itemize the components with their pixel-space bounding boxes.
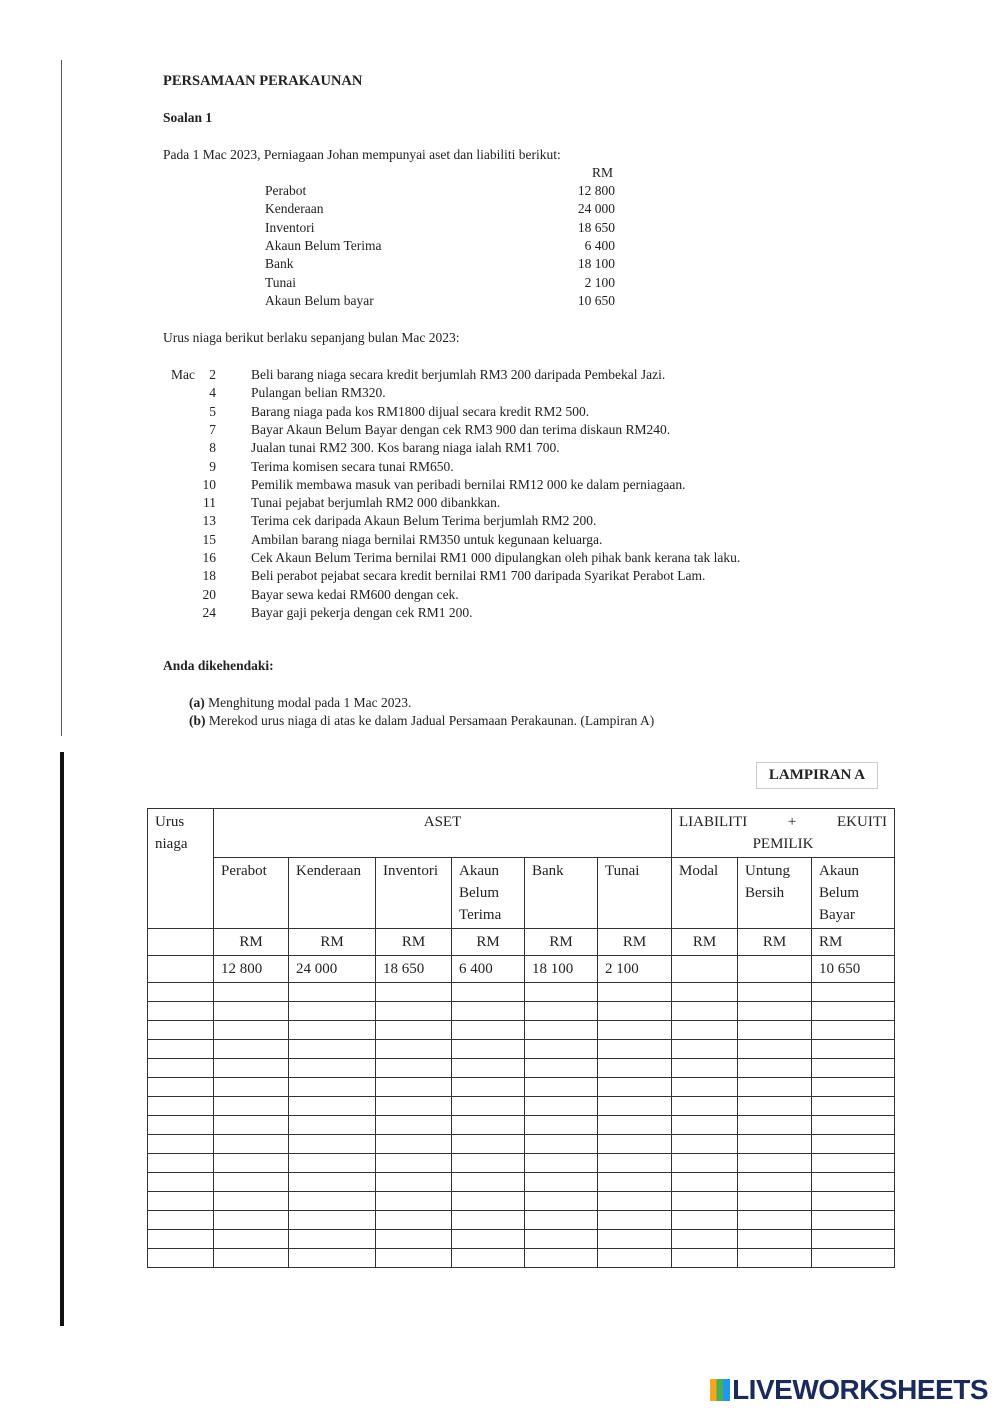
column-header: Untung Bersih: [738, 858, 812, 929]
unit-cell: RM: [214, 929, 289, 956]
appendix-label: LAMPIRAN A: [756, 762, 878, 789]
entry-cell[interactable]: [738, 1078, 812, 1097]
task-text: Merekod urus niaga di atas ke dalam Jadual Persamaan Perakaunan. (Lampiran A): [208, 713, 655, 728]
entry-cell[interactable]: [376, 1249, 452, 1268]
header-liabiliti-ekuiti: [672, 809, 895, 858]
entry-cell[interactable]: [148, 1211, 214, 1230]
entry-cell[interactable]: [376, 1078, 452, 1097]
unit-cell: RM: [289, 929, 376, 956]
transaction-text: Jualan tunai RM2 300. Kos barang niaga ialah RM1 700.: [251, 440, 560, 456]
transaction-text: Beli barang niaga secara kredit berjumlah RM3 200 daripada Pembekal Jazi.: [251, 367, 666, 382]
entry-cell[interactable]: [525, 1154, 598, 1173]
unit-cell: RM: [738, 929, 812, 956]
entry-cell[interactable]: [812, 983, 895, 1002]
entry-cell[interactable]: [214, 1192, 289, 1211]
entry-cell[interactable]: [376, 1059, 452, 1078]
entry-cell[interactable]: [214, 1211, 289, 1230]
entry-cell[interactable]: [525, 1211, 598, 1230]
entry-cell[interactable]: [452, 1230, 525, 1249]
entry-cell[interactable]: [289, 1097, 376, 1116]
entry-cell[interactable]: [452, 1097, 525, 1116]
entry-cell[interactable]: [672, 1059, 738, 1078]
entry-cell[interactable]: [148, 1097, 214, 1116]
table-row: [148, 1230, 895, 1249]
task-label: (a): [189, 695, 205, 710]
intro-text: Pada 1 Mac 2023, Perniagaan Johan mempunyai aset dan liabiliti berikut:: [163, 147, 561, 162]
opening-label-cell: [148, 956, 214, 983]
entry-cell[interactable]: [289, 1211, 376, 1230]
entry-cell[interactable]: [214, 1249, 289, 1268]
entry-cell[interactable]: [738, 1154, 812, 1173]
transaction-text: Pemilik membawa masuk van peribadi bernilai RM12 000 ke dalam perniagaan.: [251, 476, 686, 492]
opening-balance-cell: [738, 956, 812, 983]
entry-cell[interactable]: [672, 1230, 738, 1249]
entry-cell[interactable]: [148, 1173, 214, 1192]
transaction-day: 2: [209, 367, 216, 382]
entry-cell[interactable]: [738, 1040, 812, 1059]
logo-icon: [710, 1379, 730, 1401]
column-header: Akaun Belum Terima: [452, 858, 525, 929]
entry-cell[interactable]: [672, 1192, 738, 1211]
entry-cell[interactable]: [214, 1002, 289, 1021]
table-row: [148, 1135, 895, 1154]
entry-cell[interactable]: [738, 1002, 812, 1021]
entry-cell[interactable]: [812, 1059, 895, 1078]
entry-cell[interactable]: [738, 1211, 812, 1230]
entry-cell[interactable]: [672, 1173, 738, 1192]
entry-cell[interactable]: [289, 1192, 376, 1211]
column-header: Inventori: [376, 858, 452, 929]
entry-cell[interactable]: [672, 1002, 738, 1021]
entry-cell[interactable]: [452, 1078, 525, 1097]
table-row: [148, 1249, 895, 1268]
entry-cell[interactable]: [672, 1116, 738, 1135]
transaction-text: Terima komisen secara tunai RM650.: [251, 458, 454, 474]
entry-cell[interactable]: [214, 1230, 289, 1249]
column-header: Kenderaan: [289, 858, 376, 929]
entry-cell[interactable]: [289, 1059, 376, 1078]
entry-cell[interactable]: [598, 1249, 672, 1268]
entry-cell[interactable]: [598, 1021, 672, 1040]
transaction-text: Ambilan barang niaga bernilai RM350 untuk kegunaan keluarga.: [251, 531, 603, 547]
column-header: Modal: [672, 858, 738, 929]
entry-cell[interactable]: [214, 1078, 289, 1097]
entry-cell[interactable]: [598, 1135, 672, 1154]
entry-cell[interactable]: [289, 1078, 376, 1097]
table-row: [148, 1002, 895, 1021]
entry-cell[interactable]: [738, 1230, 812, 1249]
entry-cell[interactable]: [672, 1097, 738, 1116]
required-heading: Anda dikehendaki:: [163, 658, 274, 673]
entry-cell[interactable]: [598, 983, 672, 1002]
entry-cell[interactable]: [148, 1192, 214, 1211]
entry-cell[interactable]: [376, 1135, 452, 1154]
table-row: [148, 1154, 895, 1173]
transaction-day: 16: [202, 550, 216, 565]
transaction-day: 13: [202, 513, 216, 529]
entry-cell[interactable]: [376, 1192, 452, 1211]
liveworksheets-logo: LIVEWORKSHEETS: [710, 1374, 988, 1406]
entry-cell[interactable]: [598, 1097, 672, 1116]
unit-cell: RM: [672, 929, 738, 956]
entry-cell[interactable]: [148, 1021, 214, 1040]
header-ekuiti: EKUITI: [837, 814, 887, 830]
entry-cell[interactable]: [812, 1078, 895, 1097]
transaction-text: Barang niaga pada kos RM1800 dijual secara kredit RM2 500.: [251, 403, 590, 419]
table-row: [148, 1116, 895, 1135]
asset-name: Perabot: [265, 183, 307, 198]
entry-cell[interactable]: [148, 1040, 214, 1059]
entry-cell[interactable]: [738, 1173, 812, 1192]
unit-cell: RM: [376, 929, 452, 956]
entry-cell[interactable]: [812, 1192, 895, 1211]
entry-cell[interactable]: [214, 1059, 289, 1078]
unit-cell: RM: [812, 929, 895, 956]
question-label: Soalan 1: [163, 110, 213, 125]
transaction-text: Tunai pejabat berjumlah RM2 000 dibankkan.: [251, 495, 501, 511]
entry-cell[interactable]: [376, 1173, 452, 1192]
task-a: [189, 695, 411, 711]
header-pemilik: PEMILIK: [752, 836, 814, 852]
entry-cell[interactable]: [289, 1002, 376, 1021]
asset-value: 6 400: [584, 237, 615, 253]
transaction-text: Pulangan belian RM320.: [251, 385, 386, 401]
entry-cell[interactable]: [289, 1173, 376, 1192]
entry-cell[interactable]: [452, 1116, 525, 1135]
transaction-day: 11: [203, 495, 216, 511]
entry-cell[interactable]: [738, 1021, 812, 1040]
entry-cell[interactable]: [672, 1040, 738, 1059]
entry-cell[interactable]: [598, 1192, 672, 1211]
entry-cell[interactable]: [376, 1002, 452, 1021]
entry-cell[interactable]: [148, 1230, 214, 1249]
entry-cell[interactable]: [525, 1021, 598, 1040]
entry-cell[interactable]: [289, 1116, 376, 1135]
entry-cell[interactable]: [148, 983, 214, 1002]
entry-cell[interactable]: [812, 1230, 895, 1249]
asset-name: Akaun Belum bayar: [265, 292, 374, 308]
table-row: [148, 1040, 895, 1059]
asset-name: Akaun Belum Terima: [265, 237, 382, 253]
entry-cell[interactable]: [214, 1040, 289, 1059]
transaction-day: 10: [202, 476, 216, 492]
asset-value: 12 800: [577, 183, 615, 198]
transaction-day: 9: [209, 458, 216, 474]
task-label: (b): [189, 713, 206, 728]
asset-name: Bank: [265, 256, 294, 272]
accounting-equation-table: [147, 808, 895, 1268]
column-header: Tunai: [598, 858, 672, 929]
entry-cell[interactable]: [376, 1230, 452, 1249]
entry-cell[interactable]: [672, 1249, 738, 1268]
transaction-text: Beli perabot pejabat secara kredit bernilai RM1 700 daripada Syarikat Perabot Lam.: [251, 568, 706, 584]
entry-cell[interactable]: [289, 1249, 376, 1268]
entry-cell[interactable]: [525, 1135, 598, 1154]
entry-cell[interactable]: [738, 1059, 812, 1078]
entry-cell[interactable]: [214, 1154, 289, 1173]
transaction-text: Bayar gaji pekerja dengan cek RM1 200.: [251, 604, 473, 620]
entry-cell[interactable]: [598, 1059, 672, 1078]
opening-balance-cell: 18 650: [376, 956, 452, 983]
entry-cell[interactable]: [148, 1116, 214, 1135]
entry-cell[interactable]: [148, 1059, 214, 1078]
entry-cell[interactable]: [525, 1078, 598, 1097]
entry-cell[interactable]: [289, 1135, 376, 1154]
entry-cell[interactable]: [376, 983, 452, 1002]
entry-cell[interactable]: [376, 1154, 452, 1173]
table-row: [148, 1021, 895, 1040]
entry-cell[interactable]: [812, 1249, 895, 1268]
entry-cell[interactable]: [672, 1135, 738, 1154]
table-row: [148, 983, 895, 1002]
entry-cell[interactable]: [812, 1021, 895, 1040]
entry-cell[interactable]: [812, 1040, 895, 1059]
opening-balance-cell: 6 400: [452, 956, 525, 983]
entry-cell[interactable]: [289, 1230, 376, 1249]
opening-balance-cell: 24 000: [289, 956, 376, 983]
header-plus: +: [787, 814, 797, 830]
entry-cell[interactable]: [525, 1249, 598, 1268]
entry-cell[interactable]: [214, 1116, 289, 1135]
entry-cell[interactable]: [148, 1154, 214, 1173]
column-header: Perabot: [214, 858, 289, 929]
entry-cell[interactable]: [452, 1249, 525, 1268]
entry-cell[interactable]: [812, 1154, 895, 1173]
asset-value: 18 100: [577, 256, 615, 272]
entry-cell[interactable]: [738, 1116, 812, 1135]
opening-balance-cell: 2 100: [598, 956, 672, 983]
entry-cell[interactable]: [452, 1192, 525, 1211]
margin-line: [61, 60, 62, 736]
entry-cell[interactable]: [598, 1173, 672, 1192]
entry-cell[interactable]: [452, 1154, 525, 1173]
entry-cell[interactable]: [289, 983, 376, 1002]
entry-cell[interactable]: [148, 1002, 214, 1021]
entry-cell[interactable]: [812, 1002, 895, 1021]
entry-cell[interactable]: [148, 1135, 214, 1154]
entry-cell[interactable]: [289, 1040, 376, 1059]
currency-header: RM: [592, 165, 614, 180]
opening-balance-cell: 12 800: [214, 956, 289, 983]
column-header: Akaun Belum Bayar: [812, 858, 895, 929]
table-row: [148, 1097, 895, 1116]
transaction-day: 4: [209, 385, 216, 401]
entry-cell[interactable]: [812, 1211, 895, 1230]
entry-cell[interactable]: [452, 1135, 525, 1154]
entry-cell[interactable]: [525, 1097, 598, 1116]
entry-cell[interactable]: [525, 1116, 598, 1135]
asset-value: 2 100: [584, 274, 615, 290]
entry-cell[interactable]: [672, 1078, 738, 1097]
entry-cell[interactable]: [452, 1021, 525, 1040]
entry-cell[interactable]: [452, 983, 525, 1002]
month-label: Mac: [171, 367, 195, 382]
entry-cell[interactable]: [376, 1021, 452, 1040]
entry-cell[interactable]: [376, 1211, 452, 1230]
entry-cell[interactable]: [738, 1249, 812, 1268]
transaction-day: 7: [209, 421, 216, 437]
entry-cell[interactable]: [598, 1078, 672, 1097]
transaction-day: 24: [202, 604, 216, 620]
page-title: PERSAMAAN PERAKAUNAN: [163, 73, 363, 89]
table-row: [148, 1192, 895, 1211]
asset-value: 24 000: [577, 201, 615, 217]
entry-cell[interactable]: [214, 983, 289, 1002]
unit-cell: RM: [452, 929, 525, 956]
entry-cell[interactable]: [525, 1002, 598, 1021]
column-header: Bank: [525, 858, 598, 929]
entry-cell[interactable]: [598, 1211, 672, 1230]
table-row: [148, 1078, 895, 1097]
table-row: [148, 1059, 895, 1078]
entry-cell[interactable]: [452, 1173, 525, 1192]
task-b: [189, 713, 654, 729]
entry-cell[interactable]: [525, 1230, 598, 1249]
entry-cell[interactable]: [289, 1021, 376, 1040]
asset-name: Inventori: [265, 219, 315, 235]
transaction-day: 18: [202, 568, 216, 584]
opening-balance-cell: [672, 956, 738, 983]
entry-cell[interactable]: [525, 983, 598, 1002]
entry-cell[interactable]: [812, 1116, 895, 1135]
entry-cell[interactable]: [214, 1135, 289, 1154]
table-row: [148, 1173, 895, 1192]
transaction-text: Bayar Akaun Belum Bayar dengan cek RM3 900 dan terima diskaun RM240.: [251, 421, 671, 437]
unit-cell: RM: [525, 929, 598, 956]
transaction-text: Terima cek daripada Akaun Belum Terima berjumlah RM2 200.: [251, 513, 597, 529]
entry-cell[interactable]: [672, 1154, 738, 1173]
entry-cell[interactable]: [672, 1021, 738, 1040]
header-aset: ASET: [214, 809, 672, 858]
entry-cell[interactable]: [525, 1040, 598, 1059]
entry-cell[interactable]: [738, 1097, 812, 1116]
entry-cell[interactable]: [214, 1021, 289, 1040]
entry-cell[interactable]: [598, 1002, 672, 1021]
table-row: [148, 1211, 895, 1230]
entry-cell[interactable]: [738, 1192, 812, 1211]
transaction-text: Cek Akaun Belum Terima bernilai RM1 000 dipulangkan oleh pihak bank kerana tak laku.: [251, 550, 741, 565]
asset-value: 18 650: [577, 219, 615, 235]
entry-cell[interactable]: [376, 1097, 452, 1116]
task-text: Menghitung modal pada 1 Mac 2023.: [208, 695, 412, 710]
entry-cell[interactable]: [148, 1249, 214, 1268]
entry-cell[interactable]: [598, 1230, 672, 1249]
entry-cell[interactable]: [525, 1192, 598, 1211]
entry-cell[interactable]: [672, 983, 738, 1002]
opening-balance-cell: 10 650: [812, 956, 895, 983]
entry-cell[interactable]: [376, 1116, 452, 1135]
entry-cell[interactable]: [289, 1154, 376, 1173]
entry-cell[interactable]: [812, 1135, 895, 1154]
unit-cell: [148, 929, 214, 956]
transaction-day: 20: [202, 586, 216, 602]
entry-cell[interactable]: [812, 1173, 895, 1192]
entry-cell[interactable]: [598, 1116, 672, 1135]
entry-cell[interactable]: [738, 983, 812, 1002]
entry-cell[interactable]: [452, 1002, 525, 1021]
entry-cell[interactable]: [376, 1040, 452, 1059]
entry-cell[interactable]: [148, 1078, 214, 1097]
header-urus-niaga: Urus niaga: [148, 809, 214, 929]
margin-line-thick: [60, 752, 64, 1326]
entry-cell[interactable]: [598, 1040, 672, 1059]
entry-cell[interactable]: [738, 1135, 812, 1154]
transaction-day: 8: [209, 440, 216, 456]
opening-balance-cell: 18 100: [525, 956, 598, 983]
transaction-day: 5: [209, 403, 216, 419]
entry-cell[interactable]: [452, 1040, 525, 1059]
asset-name: Kenderaan: [265, 201, 324, 217]
transactions-intro: Urus niaga berikut berlaku sepanjang bulan Mac 2023:: [163, 330, 460, 345]
entry-cell[interactable]: [214, 1173, 289, 1192]
header-liabiliti: LIABILITI: [679, 814, 748, 830]
entry-cell[interactable]: [672, 1211, 738, 1230]
entry-cell[interactable]: [812, 1097, 895, 1116]
entry-cell[interactable]: [452, 1211, 525, 1230]
unit-cell: RM: [598, 929, 672, 956]
entry-cell[interactable]: [598, 1154, 672, 1173]
entry-cell[interactable]: [525, 1173, 598, 1192]
entry-cell[interactable]: [452, 1059, 525, 1078]
asset-name: Tunai: [265, 274, 297, 290]
asset-value: 10 650: [577, 292, 615, 308]
entry-cell[interactable]: [214, 1097, 289, 1116]
transaction-day: 15: [202, 531, 216, 547]
entry-cell[interactable]: [525, 1059, 598, 1078]
transaction-text: Bayar sewa kedai RM600 dengan cek.: [251, 586, 459, 602]
